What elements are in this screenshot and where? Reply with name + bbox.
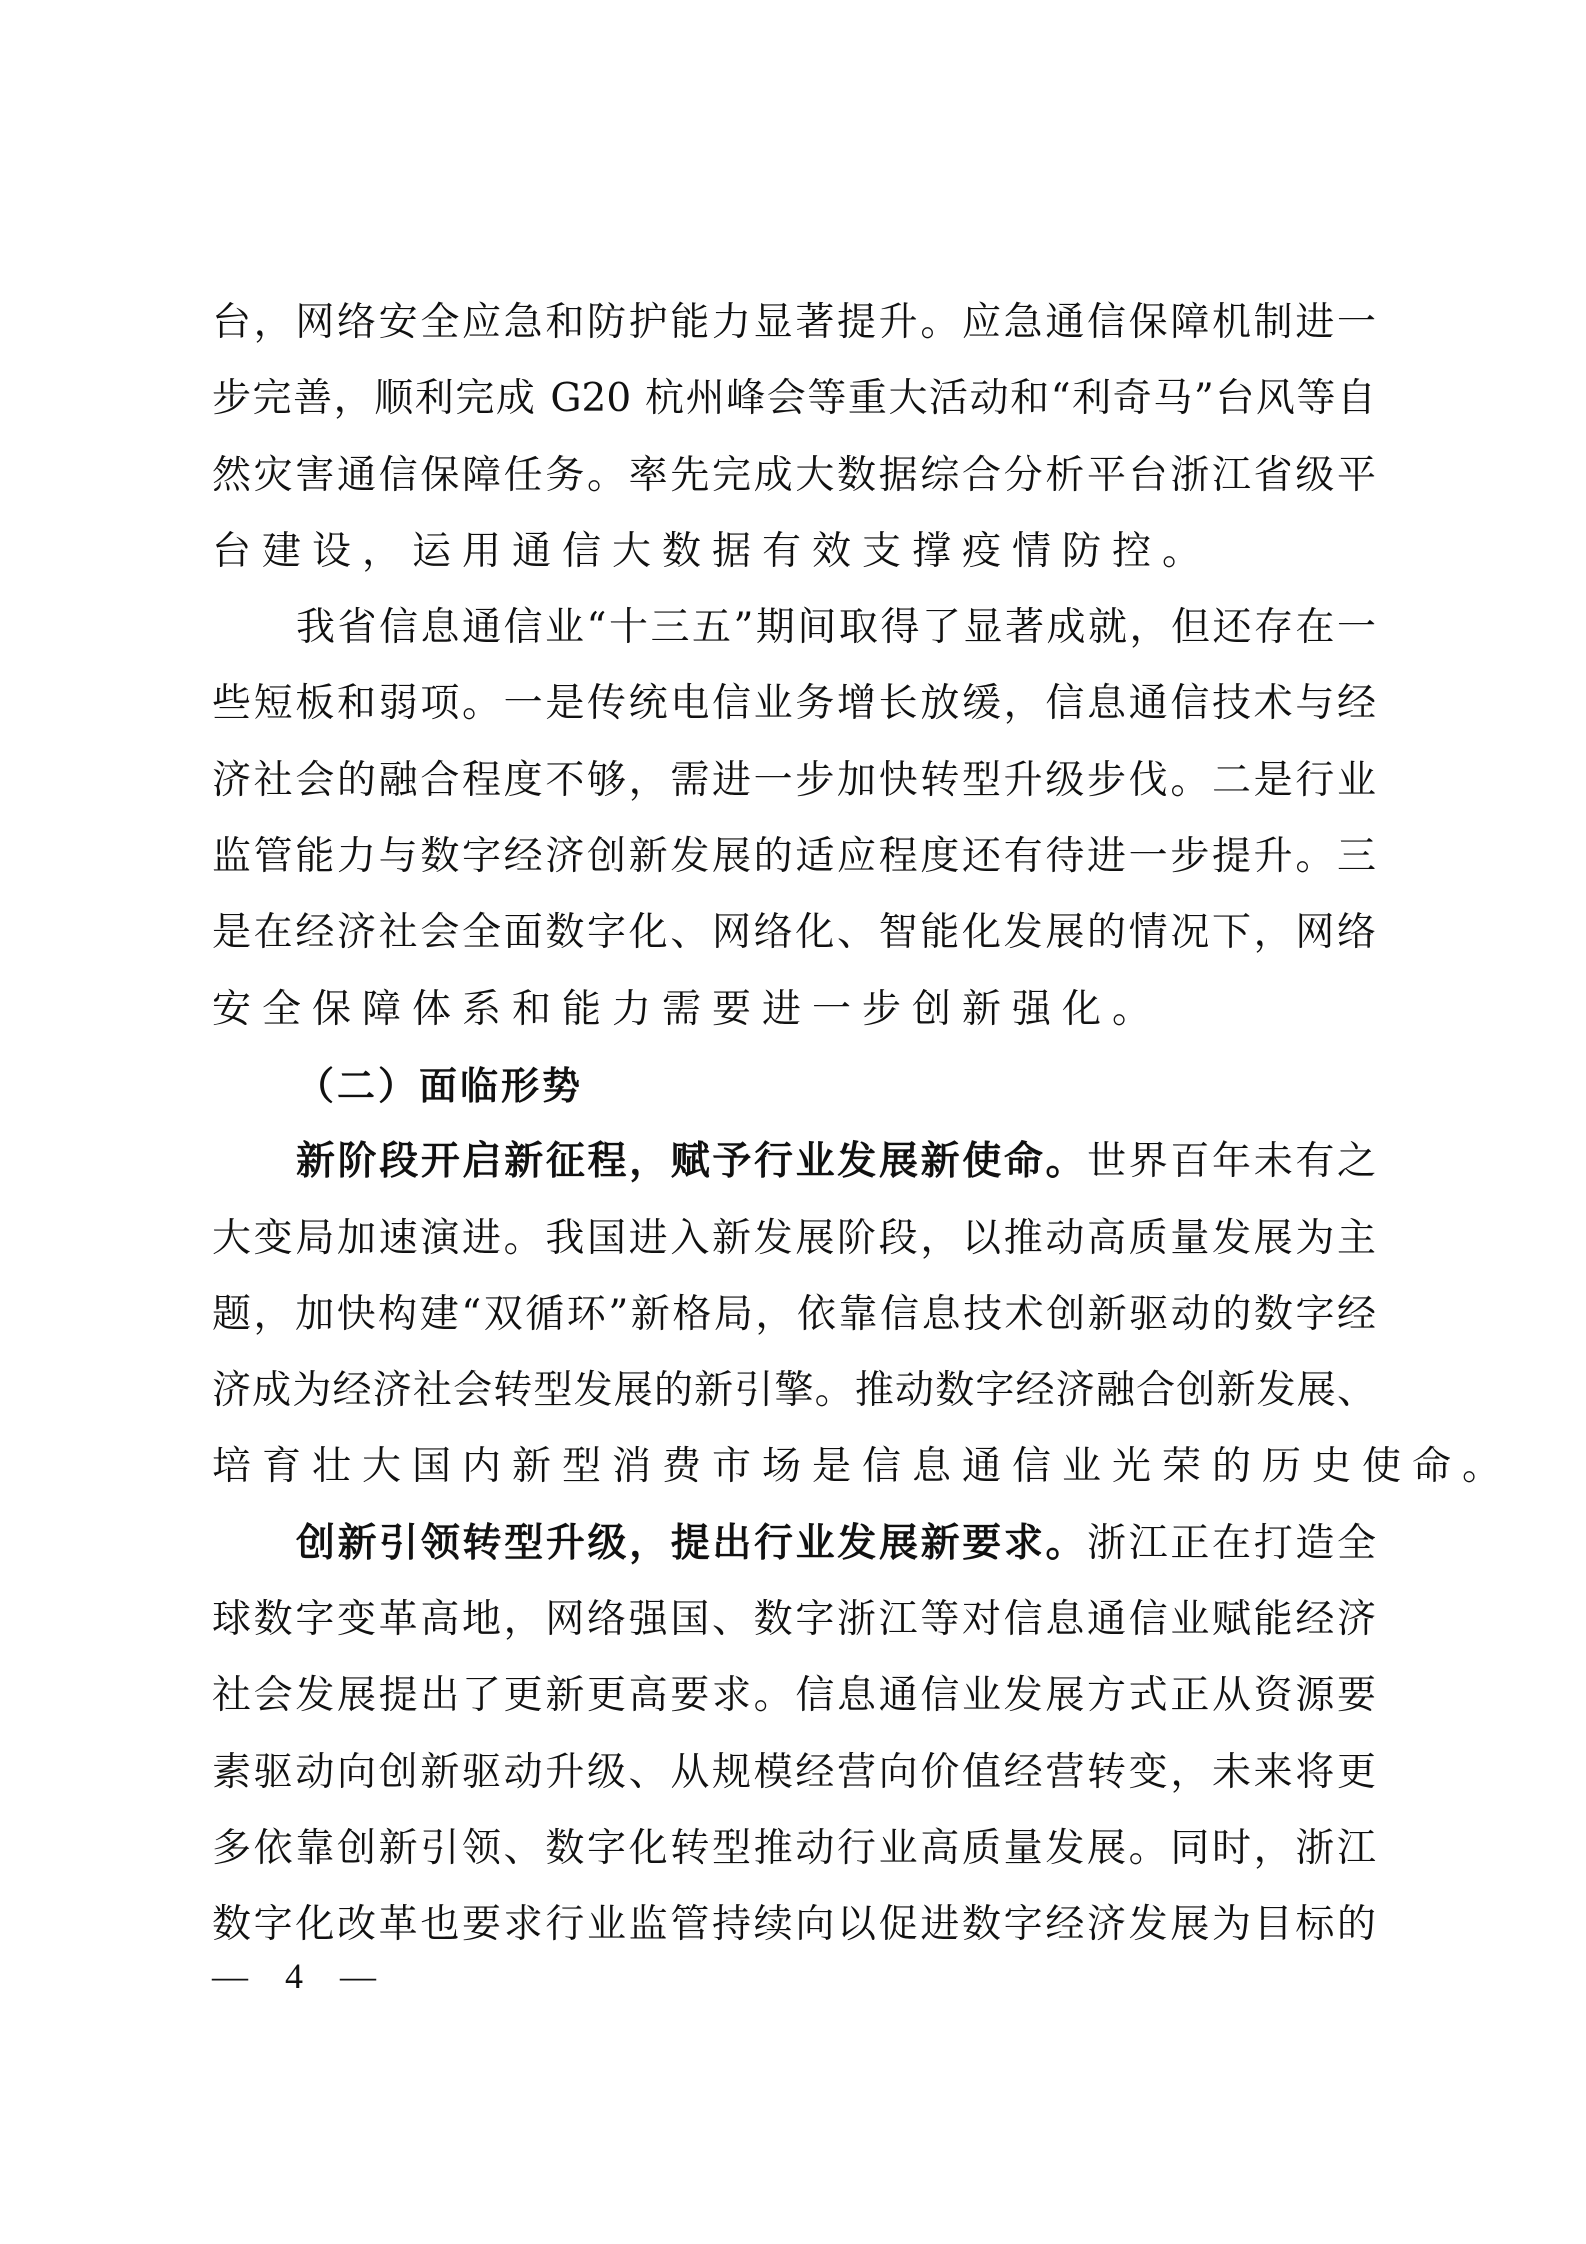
text-line — [212, 361, 1376, 437]
body-text: 安全保障体系和能力需要进一步创新强化。 — [212, 986, 1163, 1032]
text-line — [212, 666, 1376, 742]
body-text: 台，网络安全应急和防护能力显著提升。应急通信保障机制进一 — [212, 300, 1376, 345]
body-text: 我省信息通信业“十三五”期间取得了显著成就，但还存在一 — [296, 605, 1376, 651]
body-text: 社会发展提出了更新更高要求。信息通信业发展方式正从资源要 — [212, 1673, 1376, 1719]
body-text: 步完善，顺利完成 G20 杭州峰会等重大活动和“利奇马”台风等自 — [212, 376, 1376, 422]
body-text: 世界百年未有之 — [1087, 1139, 1376, 1185]
body-text: 是在经济社会全面数字化、网络化、智能化发展的情况下，网络 — [212, 910, 1376, 956]
text-line — [212, 590, 1376, 666]
text-line — [212, 1887, 1376, 1963]
text-line — [212, 1124, 1376, 1200]
body-text: 些短板和弱项。一是传统电信业务增长放缓，信息通信技术与经 — [212, 681, 1376, 727]
text-line — [212, 514, 1376, 590]
text-line — [212, 1277, 1376, 1353]
text-line — [212, 1429, 1513, 1505]
section-heading: （二）面临形势 — [296, 1063, 584, 1108]
document-body — [212, 285, 1513, 1964]
body-text: 数字化改革也要求行业监管持续向以促进数字经济发展为目标的 — [212, 1902, 1376, 1948]
page-number: — 4 — — [212, 1956, 390, 1996]
text-line — [212, 743, 1376, 819]
text-line — [212, 1506, 1376, 1582]
text-line — [212, 972, 1376, 1048]
paragraph — [212, 590, 1376, 1048]
text-line — [212, 1353, 1376, 1429]
text-line — [212, 1811, 1376, 1887]
body-text: 培育壮大国内新型消费市场是信息通信业光荣的历史使命。 — [212, 1444, 1513, 1490]
text-line — [212, 895, 1376, 971]
body-text: 大变局加速演进。我国进入新发展阶段，以推动高质量发展为主 — [212, 1215, 1376, 1261]
body-text: 多依靠创新引领、数字化转型推动行业高质量发展。同时，浙江 — [212, 1825, 1376, 1871]
body-text: 济成为经济社会转型发展的新引擎。推动数字经济融合创新发展、 — [212, 1368, 1376, 1414]
body-text: 台建设，运用通信大数据有效支撑疫情防控。 — [212, 528, 1213, 574]
text-line — [212, 1735, 1376, 1811]
body-text: 素驱动向创新驱动升级、从规模经营向价值经营转变，未来将更 — [212, 1749, 1376, 1795]
text-line — [212, 285, 1376, 361]
text-line — [212, 1658, 1376, 1734]
text-line — [212, 819, 1376, 895]
paragraph — [212, 285, 1376, 590]
body-text: 球数字变革高地，网络强国、数字浙江等对信息通信业赋能经济 — [212, 1597, 1376, 1643]
body-text: 监管能力与数字经济创新发展的适应程度还有待进一步提升。三 — [212, 834, 1376, 880]
body-text: 济社会的融合程度不够，需进一步加快转型升级步伐。二是行业 — [212, 757, 1376, 803]
text-line — [212, 1201, 1376, 1277]
body-text: 然灾害通信保障任务。率先完成大数据综合分析平台浙江省级平 — [212, 452, 1376, 498]
body-text: 浙江正在打造全 — [1087, 1520, 1376, 1566]
bold-lead-text: 新阶段开启新征程，赋予行业发展新使命。 — [296, 1139, 1088, 1185]
text-line — [212, 438, 1376, 514]
bold-lead-text: 创新引领转型升级，提出行业发展新要求。 — [296, 1520, 1088, 1566]
paragraph — [212, 1506, 1376, 1964]
text-line — [212, 1582, 1376, 1658]
body-text: 题，加快构建“双循环”新格局，依靠信息技术创新驱动的数字经 — [212, 1291, 1376, 1337]
paragraph — [212, 1124, 1513, 1505]
